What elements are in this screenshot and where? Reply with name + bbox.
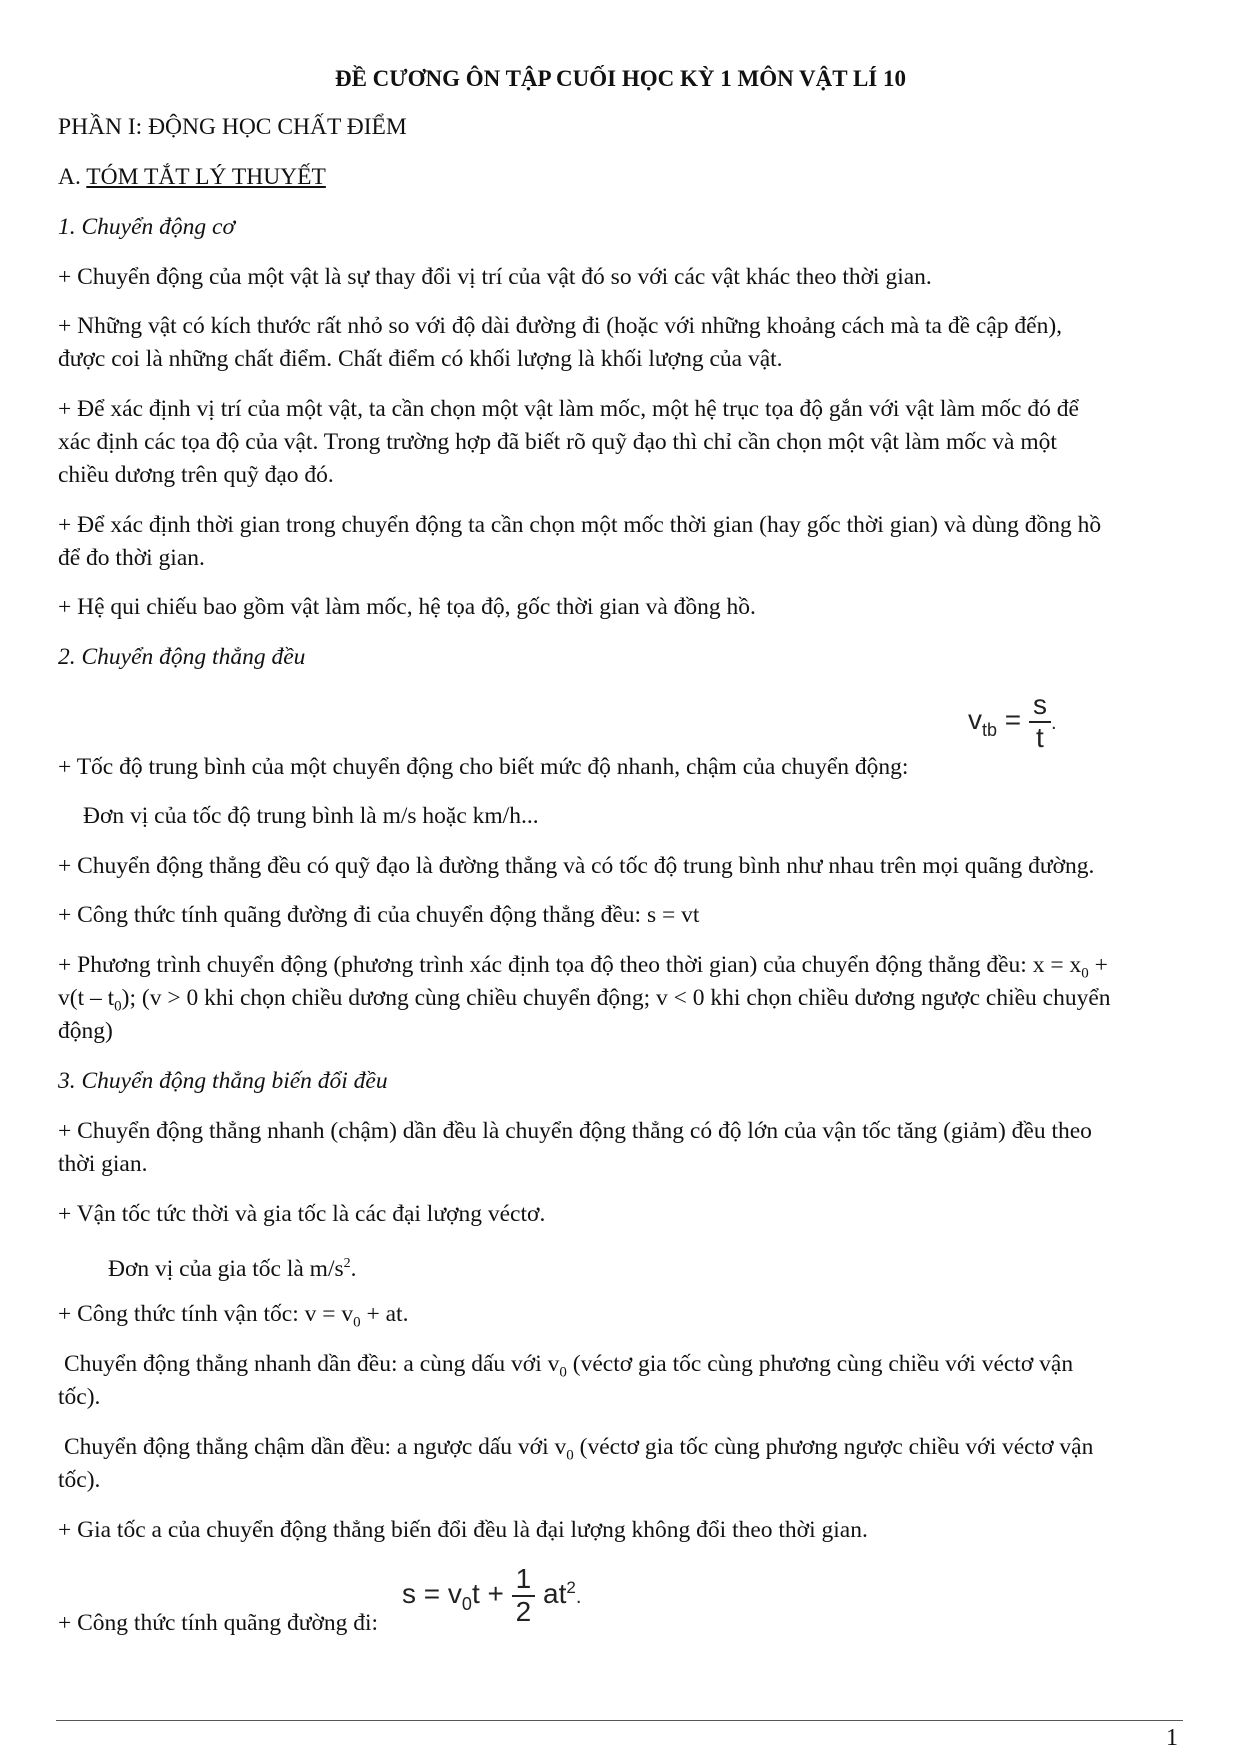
paragraph-2-line-1: + Những vật có kích thước rất nhỏ so với độ dài đường đi (hoặc với những khoảng cách mà ta đề cập đến), [58,313,1063,339]
formula2-superscript-2: 2 [566,1577,576,1597]
p14-text-b: + at. [360,1301,409,1327]
distance-formula [402,1564,581,1628]
paragraph-12: + Vận tốc tức thời và gia tốc là các đại lượng véctơ. [58,1201,546,1227]
formula-v: v [968,704,982,736]
p13-period: . [350,1255,357,1282]
paragraph-3-line-2: xác định các tọa độ của vật. Trong trường hợp đã biết rõ quỹ đạo thì chỉ cần chọn một vật làm mốc và một [58,429,1057,455]
paragraph-4-line-2: để đo thời gian. [58,545,205,571]
paragraph-16-line-1 [64,1432,1093,1471]
paragraph-1: + Chuyển động của một vật là sự thay đổi vị trí của vật đó so với các vật khác theo thời gian. [58,264,932,290]
p15-text-b: (véctơ gia tốc cùng phương cùng chiều với véctơ vận [566,1351,1074,1377]
formula2-numerator: 1 [512,1564,536,1597]
formula2-s-equals-v: s = v [402,1578,462,1610]
p13-superscript-2: 2 [343,1256,351,1271]
formula2-t-plus: t + [471,1578,512,1610]
paragraph-15-line-1 [64,1349,1073,1388]
formula2-denominator: 2 [515,1595,532,1627]
paragraph-6: + Tốc độ trung bình của một chuyển động cho biết mức độ nhanh, chậm của chuyển động: [58,754,909,780]
subheading-2: 2. Chuyển động thẳng đều [58,644,306,670]
formula-period: . [1050,712,1057,735]
page-number: 1 [1166,1725,1178,1751]
formula2-period: . [575,1586,582,1609]
paragraph-3-line-1: + Để xác định vị trí của một vật, ta cần chọn một vật làm mốc, một hệ trục tọa độ gắn với vật làm mốc đó để [58,396,1079,422]
paragraph-10-line-3: động) [58,1018,113,1044]
paragraph-4-line-1: + Để xác định thời gian trong chuyển động ta cần chọn một mốc thời gian (hay gốc thời gian) và dùng đồng hồ [58,512,1102,538]
p10-text-a: + Phương trình chuyển động (phương trình xác định tọa độ theo thời gian) của chuyển động thẳng đều: x = x [58,952,1082,978]
p10-subscript-0: 0 [1081,965,1089,982]
p15-text-a: Chuyển động thẳng nhanh dần đều: a cùng dấu với v [64,1351,560,1377]
paragraph-9: + Công thức tính quãng đường đi của chuyển động thẳng đều: s = vt [58,902,700,928]
document-title: ĐỀ CƯƠNG ÔN TẬP CUỐI HỌC KỲ 1 MÔN VẬT LÍ 10 [334,66,906,91]
p16-subscript-0: 0 [566,1447,574,1464]
subheading-3: 3. Chuyển động thẳng biến đổi đều [58,1068,388,1094]
p16-text-b: (véctơ gia tốc cùng phương ngược chiều với véctơ vận [573,1434,1094,1460]
p10-line2-subscript-0: 0 [114,998,122,1015]
paragraph-15-line-2: tốc). [58,1384,101,1410]
paragraph-14 [58,1299,408,1338]
footer-rule [56,1720,1183,1721]
formula2-subscript-0: 0 [461,1593,472,1614]
paragraph-5: + Hệ qui chiếu bao gồm vật làm mốc, hệ tọa độ, gốc thời gian và đồng hồ. [58,594,756,620]
paragraph-13 [108,1249,357,1284]
section-title: TÓM TẮT LÝ THUYẾT [86,164,326,190]
paragraph-16-line-2: tốc). [58,1467,101,1493]
p10-line2-text-b: ); (v > 0 khi chọn chiều dương cùng chiều chuyển động; v < 0 khi chọn chiều dương ngược chiều chuyển [121,985,1111,1011]
average-speed-formula [968,690,1057,754]
p14-text-a: + Công thức tính vận tốc: v = v [58,1301,354,1327]
p16-text-a: Chuyển động thẳng chậm dần đều: a ngược dấu với v [64,1434,567,1460]
formula-subscript-tb: tb [982,719,998,740]
section-prefix: A. [58,164,87,190]
p14-subscript-0: 0 [353,1314,361,1331]
paragraph-10-line-2 [58,983,1111,1022]
paragraph-7: Đơn vị của tốc độ trung bình là m/s hoặc km/h... [83,803,539,829]
section-heading [58,162,326,192]
paragraph-3-line-3: chiều dương trên quỹ đạo đó. [58,462,334,488]
formula-numerator: s [1029,690,1051,723]
subheading-1: 1. Chuyển động cơ [58,214,236,240]
p13-text: Đơn vị của gia tốc là m/s [108,1255,344,1282]
paragraph-8: + Chuyển động thẳng đều có quỹ đạo là đường thẳng và có tốc độ trung bình như nhau trên mọi quãng đường. [58,853,1095,879]
p10-text-b: + [1088,952,1108,978]
formula-denominator: t [1036,721,1044,753]
part-heading: PHẦN I: ĐỘNG HỌC CHẤT ĐIỂM [58,114,407,140]
paragraph-17: + Gia tốc a của chuyển động thẳng biến đổi đều là đại lượng không đổi theo thời gian. [58,1517,868,1543]
formula-equals: = [997,704,1029,736]
paragraph-18: + Công thức tính quãng đường đi: [58,1610,379,1636]
paragraph-11-line-1: + Chuyển động thẳng nhanh (chậm) dần đều là chuyển động thẳng có độ lớn của vận tốc tăng (giảm) đều theo [58,1118,1092,1144]
paragraph-2-line-2: được coi là những chất điểm. Chất điểm có khối lượng là khối lượng của vật. [58,346,783,372]
paragraph-11-line-2: thời gian. [58,1151,148,1177]
p15-subscript-0: 0 [559,1364,567,1381]
formula2-at: at [535,1578,567,1610]
p10-line2-text-a: v(t – t [58,985,115,1011]
